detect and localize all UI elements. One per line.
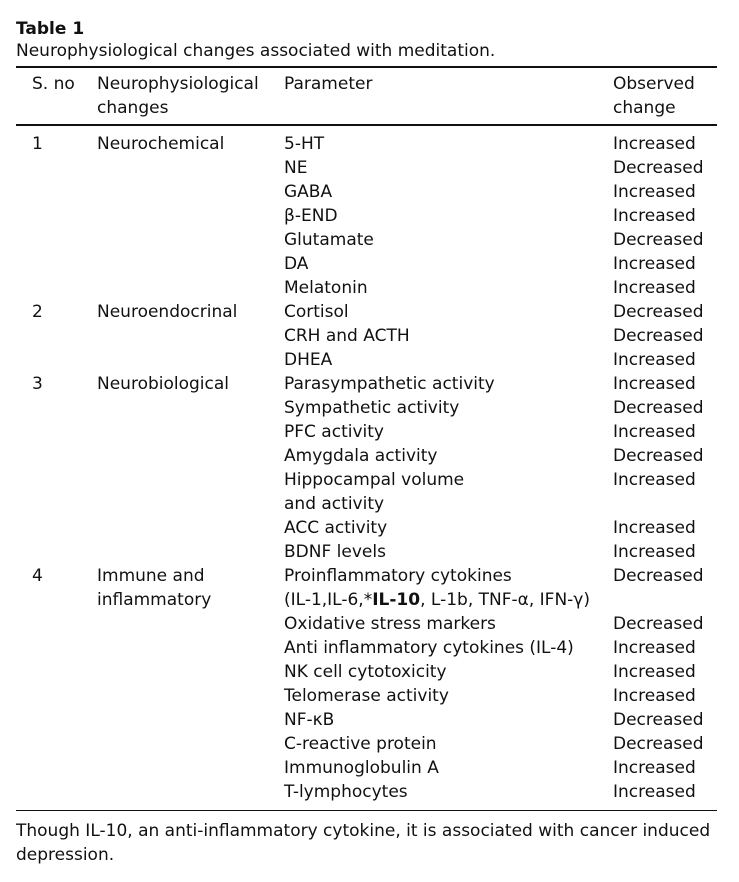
table-row bbox=[16, 684, 717, 708]
table-row bbox=[16, 444, 717, 468]
cell-observed-change: Increased bbox=[613, 422, 696, 442]
cell-observed-change: Increased bbox=[613, 686, 696, 706]
cell-observed-change: Decreased bbox=[613, 446, 704, 466]
cell-observed-change: Decreased bbox=[613, 158, 704, 178]
cell-observed-change: Increased bbox=[613, 374, 696, 394]
cell-parameter-line2 bbox=[284, 588, 590, 612]
cell-parameter: Cortisol bbox=[284, 302, 349, 322]
cell-parameter: C-reactive protein bbox=[284, 734, 437, 754]
cell-parameter: NE bbox=[284, 158, 308, 178]
cell-observed-change: Increased bbox=[613, 206, 696, 226]
header-parameter: Parameter bbox=[284, 74, 373, 94]
table-row bbox=[16, 708, 717, 732]
cell-observed-change: Decreased bbox=[613, 302, 704, 322]
cell-observed-change: Increased bbox=[613, 350, 696, 370]
cell-observed-change: Increased bbox=[613, 254, 696, 274]
cell-parameter: 5-HT bbox=[284, 134, 325, 154]
cell-parameter: DA bbox=[284, 254, 309, 274]
cell-parameter: Melatonin bbox=[284, 278, 368, 298]
cell-sno: 3 bbox=[32, 374, 43, 394]
table-label: Table 1 bbox=[16, 19, 85, 39]
cell-observed-change: Decreased bbox=[613, 734, 704, 754]
header-changes-line2: changes bbox=[97, 98, 169, 118]
table-row bbox=[16, 660, 717, 684]
cell-category-line2: inflammatory bbox=[97, 590, 212, 610]
table-row bbox=[16, 204, 717, 228]
cell-observed-change: Decreased bbox=[613, 614, 704, 634]
cell-parameter: Oxidative stress markers bbox=[284, 614, 496, 634]
table-row bbox=[16, 564, 717, 612]
table-row bbox=[16, 348, 717, 372]
cell-observed-change: Increased bbox=[613, 134, 696, 154]
cell-parameter: DHEA bbox=[284, 350, 333, 370]
cell-parameter: NF-κB bbox=[284, 710, 335, 730]
cell-observed-change: Decreased bbox=[613, 566, 704, 586]
cell-parameter: Amygdala activity bbox=[284, 446, 438, 466]
cell-sno: 4 bbox=[32, 566, 43, 586]
table-header bbox=[16, 68, 717, 124]
table-footnote: Though IL-10, an anti-inflammatory cytokine, it is associated with cancer induced depression. bbox=[16, 821, 711, 865]
header-changes bbox=[97, 72, 259, 120]
table-row bbox=[16, 132, 717, 156]
cell-parameter-line1: Hippocampal volume bbox=[284, 470, 465, 490]
table-row bbox=[16, 396, 717, 420]
table-row bbox=[16, 540, 717, 564]
cell-parameter: NK cell cytotoxicity bbox=[284, 662, 447, 682]
cell-parameter bbox=[284, 468, 464, 516]
cell-parameter: Sympathetic activity bbox=[284, 398, 460, 418]
cell-observed-change: Decreased bbox=[613, 326, 704, 346]
cell-parameter: β-END bbox=[284, 206, 338, 226]
cell-observed-change: Increased bbox=[613, 638, 696, 658]
cell-parameter: Anti inflammatory cytokines (IL-4) bbox=[284, 638, 574, 658]
header-sno: S. no bbox=[32, 74, 75, 94]
cell-parameter: PFC activity bbox=[284, 422, 384, 442]
cell-category: Neuroendocrinal bbox=[97, 302, 238, 322]
table-row bbox=[16, 780, 717, 804]
table-row bbox=[16, 372, 717, 396]
header-observed-line2: change bbox=[613, 98, 676, 118]
cell-observed-change: Increased bbox=[613, 758, 696, 778]
table-container bbox=[16, 18, 717, 867]
cell-observed-change: Decreased bbox=[613, 398, 704, 418]
cell-observed-change: Increased bbox=[613, 662, 696, 682]
cell-parameter: Immunoglobulin A bbox=[284, 758, 439, 778]
cell-category-line1: Immune and bbox=[97, 566, 205, 586]
cytokine-list-prefix: (IL-1,IL-6,* bbox=[284, 590, 373, 610]
cell-parameter: Parasympathetic activity bbox=[284, 374, 495, 394]
table-row bbox=[16, 612, 717, 636]
table-row bbox=[16, 420, 717, 444]
table-row bbox=[16, 156, 717, 180]
cell-parameter: Telomerase activity bbox=[284, 686, 449, 706]
table-row bbox=[16, 252, 717, 276]
table-row bbox=[16, 636, 717, 660]
table-row bbox=[16, 324, 717, 348]
cell-parameter-line1: Proinflammatory cytokines bbox=[284, 566, 512, 586]
table-row bbox=[16, 732, 717, 756]
cell-observed-change: Increased bbox=[613, 782, 696, 802]
cell-observed-change: Decreased bbox=[613, 710, 704, 730]
cell-parameter bbox=[284, 564, 590, 612]
cell-category: Neurochemical bbox=[97, 134, 225, 154]
cell-parameter: GABA bbox=[284, 182, 333, 202]
cell-parameter: ACC activity bbox=[284, 518, 388, 538]
table-caption: Neurophysiological changes associated with meditation. bbox=[16, 41, 496, 61]
bottom-rule bbox=[16, 810, 717, 811]
header-observed bbox=[613, 72, 695, 120]
cell-observed-change: Decreased bbox=[613, 230, 704, 250]
table-row bbox=[16, 756, 717, 780]
cell-parameter-line2: and activity bbox=[284, 494, 385, 514]
table-row bbox=[16, 276, 717, 300]
cell-observed-change: Increased bbox=[613, 182, 696, 202]
table-row bbox=[16, 468, 717, 516]
cell-sno: 1 bbox=[32, 134, 43, 154]
cytokine-list-suffix: , L-1b, TNF-α, IFN-γ) bbox=[420, 590, 590, 610]
cell-category bbox=[97, 564, 211, 612]
table-row bbox=[16, 516, 717, 540]
cell-parameter: CRH and ACTH bbox=[284, 326, 410, 346]
cell-parameter: Glutamate bbox=[284, 230, 374, 250]
cell-category: Neurobiological bbox=[97, 374, 230, 394]
cell-parameter: BDNF levels bbox=[284, 542, 386, 562]
header-changes-line1: Neurophysiological bbox=[97, 74, 259, 94]
table-row bbox=[16, 300, 717, 324]
table-body bbox=[16, 126, 717, 810]
table-row bbox=[16, 180, 717, 204]
cell-sno: 2 bbox=[32, 302, 43, 322]
header-observed-line1: Observed bbox=[613, 74, 695, 94]
cell-observed-change: Increased bbox=[613, 470, 696, 490]
cytokine-il10-bold: IL-10 bbox=[372, 590, 421, 610]
cell-observed-change: Increased bbox=[613, 518, 696, 538]
cell-observed-change: Increased bbox=[613, 278, 696, 298]
cell-parameter: T-lymphocytes bbox=[284, 782, 408, 802]
table-row bbox=[16, 228, 717, 252]
cell-observed-change: Increased bbox=[613, 542, 696, 562]
